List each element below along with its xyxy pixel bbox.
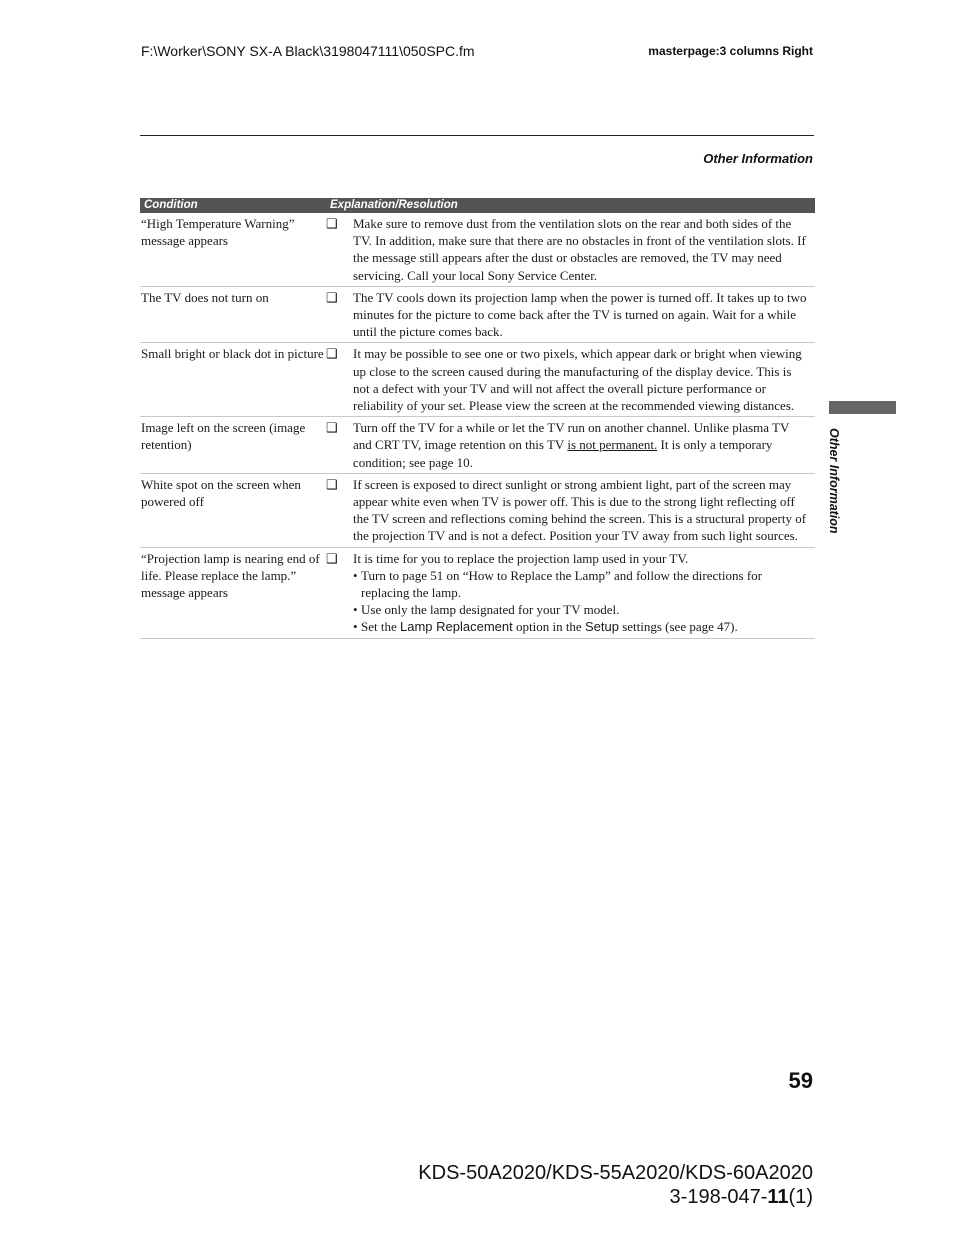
checkbox-icon: ❑ [326, 213, 353, 286]
side-tab-marker [829, 401, 896, 414]
table-row [140, 547, 815, 638]
doc-number-suffix: (1) [788, 1186, 813, 1208]
table-row [140, 417, 815, 474]
header-file-path: F:\Worker\SONY SX-A Black\3198047111\050SPC.fm [141, 43, 475, 59]
model-numbers: KDS-50A2020/KDS-55A2020/KDS-60A2020 [418, 1162, 813, 1184]
bullet-item [353, 618, 809, 635]
condition-cell: White spot on the screen when powered off [140, 473, 326, 547]
condition-cell: Small bright or black dot in picture [140, 343, 326, 417]
top-rule [140, 135, 814, 136]
doc-number-bold: 11 [767, 1186, 789, 1208]
menu-option-name: Lamp Replacement [400, 619, 513, 635]
checkbox-icon: ❑ [326, 473, 353, 547]
checkbox-icon: ❑ [326, 343, 353, 417]
explanation-header: Explanation/Resolution [326, 198, 815, 213]
table-row [140, 213, 815, 286]
table-row [140, 473, 815, 547]
explanation-cell: If screen is exposed to direct sunlight or strong ambient light, part of the screen may appear white even when TV is power off. This is due to the strong light reflecting off the TV screen and reflections coming behind the screen. This is a structural property of the projection TV and is not a defect. Position your TV away from such light sources. [353, 473, 815, 547]
explanation-cell [353, 417, 815, 474]
troubleshooting-table [140, 198, 815, 639]
document-number [670, 1186, 813, 1209]
explanation-cell: The TV cools down its projection lamp when the power is turned off. It takes up to two minutes for the picture to come back after the TV is turned on again. Wait for a while until the picture comes back. [353, 286, 815, 343]
checkbox-icon: ❑ [326, 286, 353, 343]
explanation-cell: It may be possible to see one or two pixels, which appear dark or bright when viewing up close to the screen caused during the manufacturing of the display device. This is not a defect with your TV and will not affect the overall picture performance or reliability of your set. Please view the screen at the recommended viewing distances. [353, 343, 815, 417]
checkbox-icon: ❑ [326, 547, 353, 638]
table-header-row [140, 198, 815, 213]
side-tab-label: Other Information [827, 428, 841, 534]
bullet-text: settings (see page 47). [618, 619, 738, 635]
condition-cell: Image left on the screen (image retention) [140, 417, 326, 474]
condition-cell: “High Temperature Warning” message appears [140, 213, 326, 286]
explanation-text: It is time for you to replace the projection lamp used in your TV. [353, 550, 689, 566]
checkbox-icon: ❑ [326, 417, 353, 474]
explanation-text: It is only a temporary condition; see page 10. [353, 437, 773, 470]
bullet-item: • Use only the lamp designated for your TV model. [353, 601, 809, 618]
explanation-text: Turn off the TV for a while or let the TV run on another channel. Unlike plasma TV and CRT TV, image retention on this TV [353, 420, 790, 453]
header-masterpage: masterpage:3 columns Right [648, 44, 813, 58]
emphasis-underlined: is not permanent. [567, 437, 658, 453]
table-row [140, 343, 815, 417]
condition-cell: “Projection lamp is nearing end of life. Please replace the lamp.” message appears [140, 547, 326, 638]
bullet-text: Set the [361, 619, 400, 635]
bullet-text: option in the [512, 619, 585, 635]
bullet-item: • Turn to page 51 on “How to Replace the Lamp” and follow the directions for replacing the lamp. [353, 567, 809, 601]
bullet-list [353, 567, 809, 636]
condition-cell: The TV does not turn on [140, 286, 326, 343]
menu-name: Setup [584, 619, 619, 635]
condition-header: Condition [140, 198, 326, 213]
table-row [140, 286, 815, 343]
explanation-cell: Make sure to remove dust from the ventilation slots on the rear and both sides of the TV. In addition, make sure that there are no obstacles in front of the ventilation slots. If the message still appears after the dust or obstacles are removed, the TV may need servicing. Call your local Sony Service Center. [353, 213, 815, 286]
explanation-cell [353, 547, 815, 638]
doc-number-prefix: 3-198-047- [669, 1186, 768, 1208]
section-title: Other Information [703, 151, 813, 166]
page-number: 59 [788, 1068, 813, 1093]
